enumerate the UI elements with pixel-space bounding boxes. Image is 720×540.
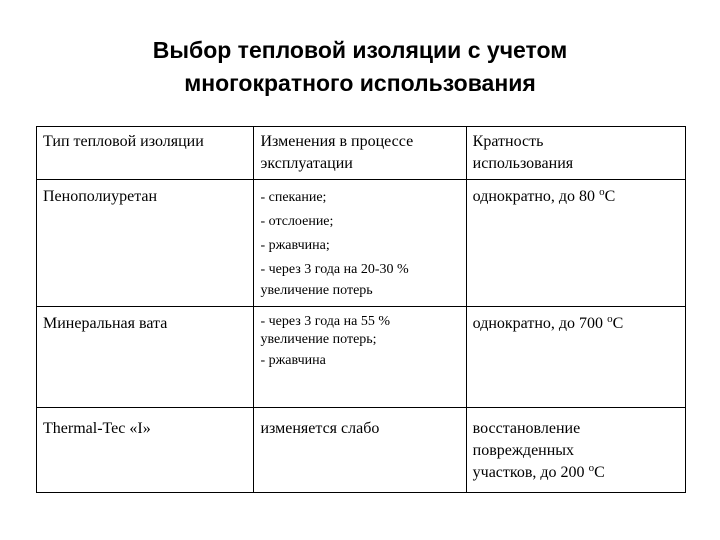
reuse-unit: С: [604, 188, 616, 205]
change-item: - ржавчина;: [260, 238, 330, 253]
header-reuse-line-2: использования: [472, 155, 574, 172]
insulation-comparison-table: [36, 126, 686, 493]
header-changes-line-2: эксплуатации: [260, 155, 353, 172]
slide-title-line-2: многократного использования: [184, 70, 536, 96]
change-item: - отслоение;: [260, 214, 334, 229]
header-reuse-line-1: Кратность: [472, 133, 544, 150]
reuse-unit: С: [612, 315, 624, 332]
degree-sign: о: [599, 186, 605, 198]
slide-title: [0, 34, 720, 100]
header-cell-changes: [254, 127, 466, 180]
cell-type: [37, 408, 254, 493]
type-label: Thermal-Tec «I»: [43, 420, 151, 437]
header-changes-line-1: Изменения в процессе: [260, 133, 414, 150]
cell-type: [37, 307, 254, 408]
type-label: Минеральная вата: [43, 315, 168, 332]
change-item: увеличение потерь: [260, 283, 373, 298]
change-item: - через 3 года на 20-30 %: [260, 262, 409, 277]
change-item: изменяется слабо: [260, 420, 380, 437]
header-cell-reuse: [466, 127, 685, 180]
change-item: - ржавчина: [260, 353, 326, 368]
type-label: Пенополиуретан: [43, 188, 158, 205]
header-type-label: Тип тепловой изоляции: [43, 133, 204, 150]
cell-changes: [254, 180, 466, 307]
table-header-row: [37, 127, 686, 180]
cell-type: [37, 180, 254, 307]
change-item: - спекание;: [260, 190, 327, 205]
reuse-text: однократно, до 80: [472, 188, 600, 205]
cell-changes: [254, 307, 466, 408]
header-cell-type: [37, 127, 254, 180]
table-row: [37, 408, 686, 493]
cell-changes: [254, 408, 466, 493]
table-row: [37, 180, 686, 307]
reuse-unit: С: [594, 464, 605, 481]
change-item: увеличение потерь;: [260, 332, 377, 347]
degree-sign: о: [607, 313, 613, 325]
table-row: [37, 307, 686, 408]
reuse-line-2: поврежденных: [472, 442, 575, 459]
slide-title-line-1: Выбор тепловой изоляции с учетом: [152, 37, 568, 63]
reuse-text: участков, до 200: [472, 464, 589, 481]
degree-sign: о: [588, 462, 595, 474]
reuse-line-1: восстановление: [472, 420, 581, 437]
cell-reuse: [466, 408, 685, 493]
cell-reuse: [466, 307, 685, 408]
change-item: - через 3 года на 55 %: [260, 314, 390, 329]
cell-reuse: [466, 180, 685, 307]
reuse-text: однократно, до 700: [472, 315, 608, 332]
